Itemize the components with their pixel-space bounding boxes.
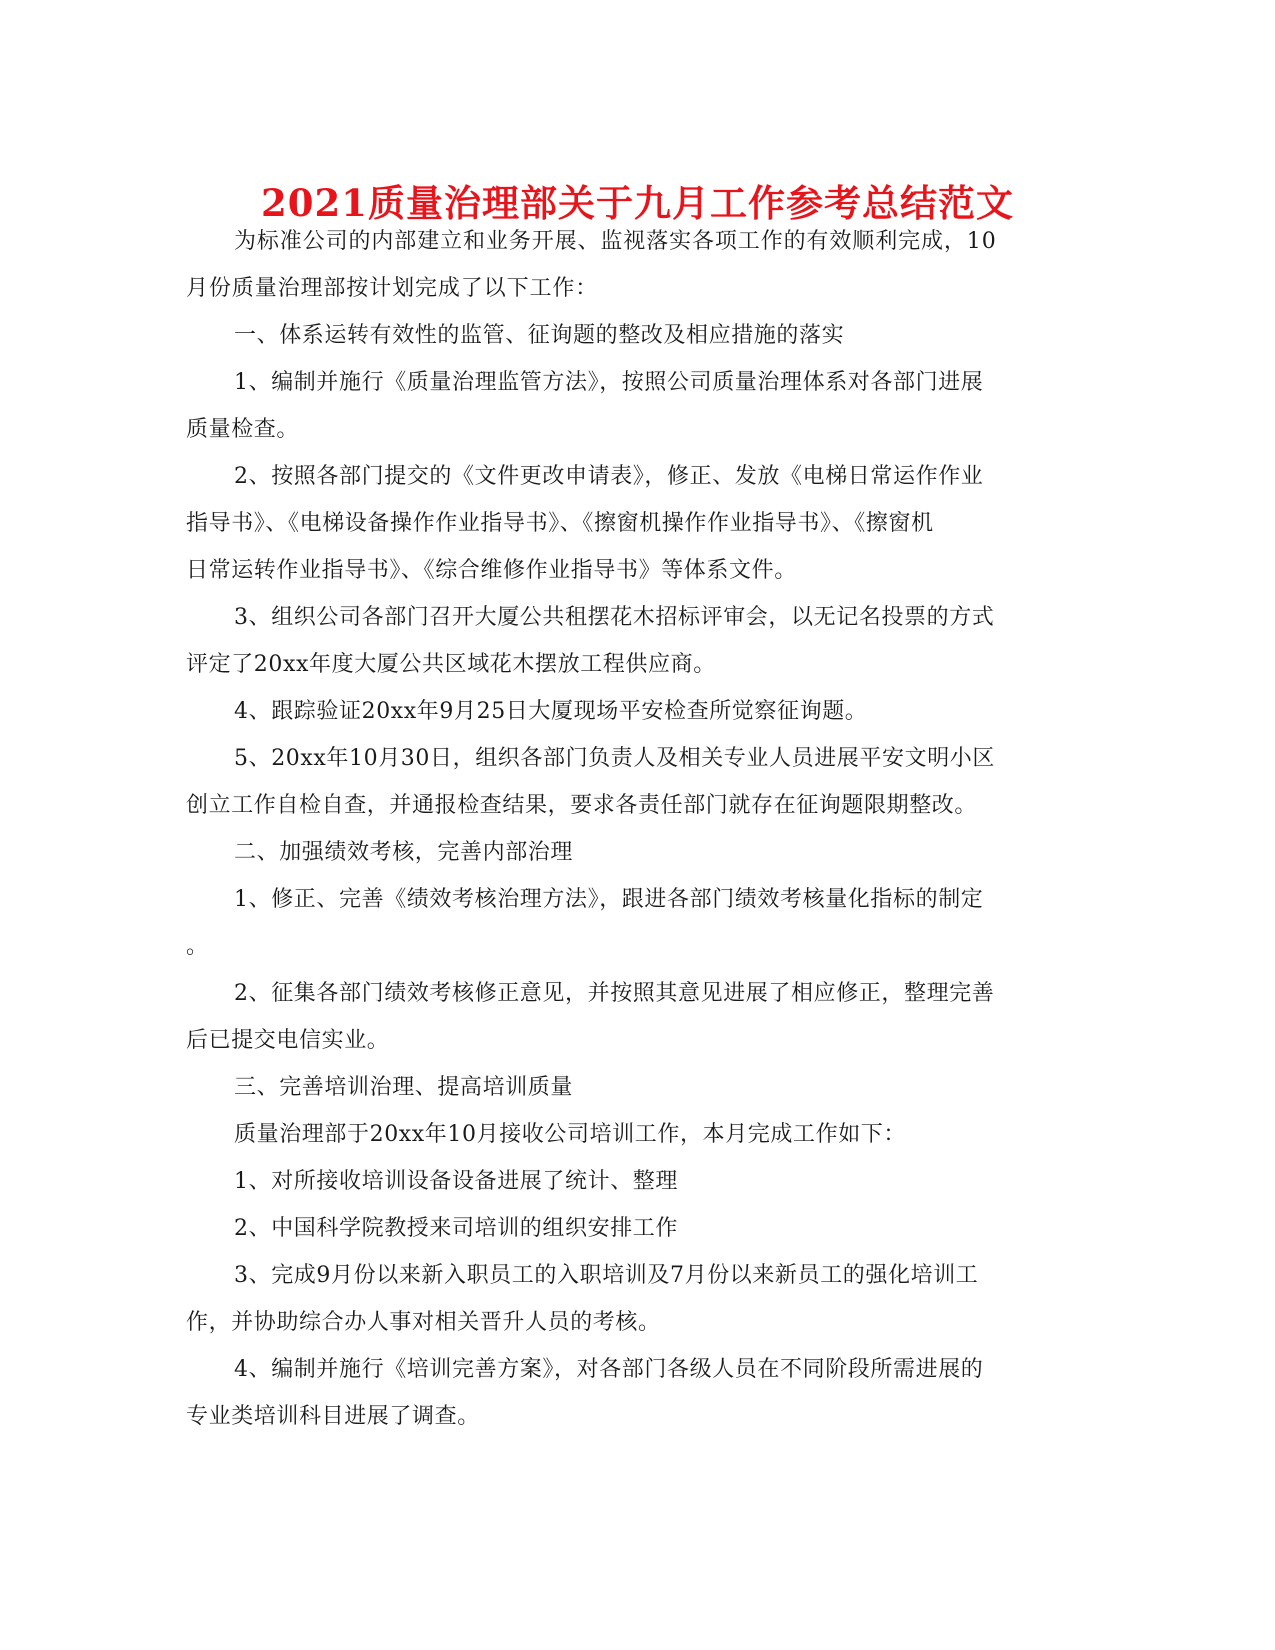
list-item: 3、组织公司各部门召开大厦公共租摆花木招标评审会，以无记名投票的方式 评定了20xx年度大厦公共区域花木摆放工程供应商。 — [186, 605, 995, 677]
list-item: 1、修正、完善《绩效考核治理方法》，跟进各部门绩效考核量化指标的制定 。 — [186, 887, 984, 959]
list-item: 3、完成9月份以来新入职员工的入职培训及7月份以来新员工的强化培训工 作，并协助综合办人事对相关晋升人员的考核。 — [186, 1263, 979, 1335]
section-heading-2: 二、加强绩效考核，完善内部治理 — [234, 840, 574, 865]
document-body — [186, 218, 1076, 1440]
section-heading-1: 一、体系运转有效性的监管、征询题的整改及相应措施的落实 — [234, 323, 845, 348]
document-title: 2021质量治理部关于九月工作参考总结范文 — [261, 180, 1014, 225]
list-item: 2、按照各部门提交的《文件更改申请表》，修正、发放《电梯日常运作作业 指导书》、《电梯设备操作作业指导书》、《擦窗机操作作业指导书》、《擦窗机 日常运转作业指导书》、《综合维修作业指导书》等体系文件。 — [186, 464, 984, 583]
paragraph-intro: 为标准公司的内部建立和业务开展、监视落实各项工作的有效顺利完成，10 月份质量治理部按计划完成了以下工作： — [186, 229, 997, 301]
section-heading-3: 三、完善培训治理、提高培训质量 — [234, 1075, 574, 1100]
paragraph: 质量治理部于20xx年10月接收公司培训工作，本月完成工作如下： — [234, 1122, 907, 1147]
list-item: 4、编制并施行《培训完善方案》，对各部门各级人员在不同阶段所需进展的 专业类培训科目进展了调查。 — [186, 1357, 984, 1429]
list-item: 5、20xx年10月30日，组织各部门负责人及相关专业人员进展平安文明小区 创立工作自检自查，并通报检查结果，要求各责任部门就存在征询题限期整改。 — [186, 746, 995, 818]
list-item: 1、对所接收培训设备设备进展了统计、整理 — [234, 1169, 678, 1194]
list-item: 2、征集各部门绩效考核修正意见，并按照其意见进展了相应修正，整理完善 后已提交电信实业。 — [186, 981, 995, 1053]
list-item: 1、编制并施行《质量治理监管方法》，按照公司质量治理体系对各部门进展 质量检查。 — [186, 370, 984, 442]
list-item: 4、跟踪验证20xx年9月25日大厦现场平安检查所觉察征询题。 — [234, 699, 868, 724]
list-item: 2、中国科学院教授来司培训的组织安排工作 — [234, 1216, 678, 1241]
